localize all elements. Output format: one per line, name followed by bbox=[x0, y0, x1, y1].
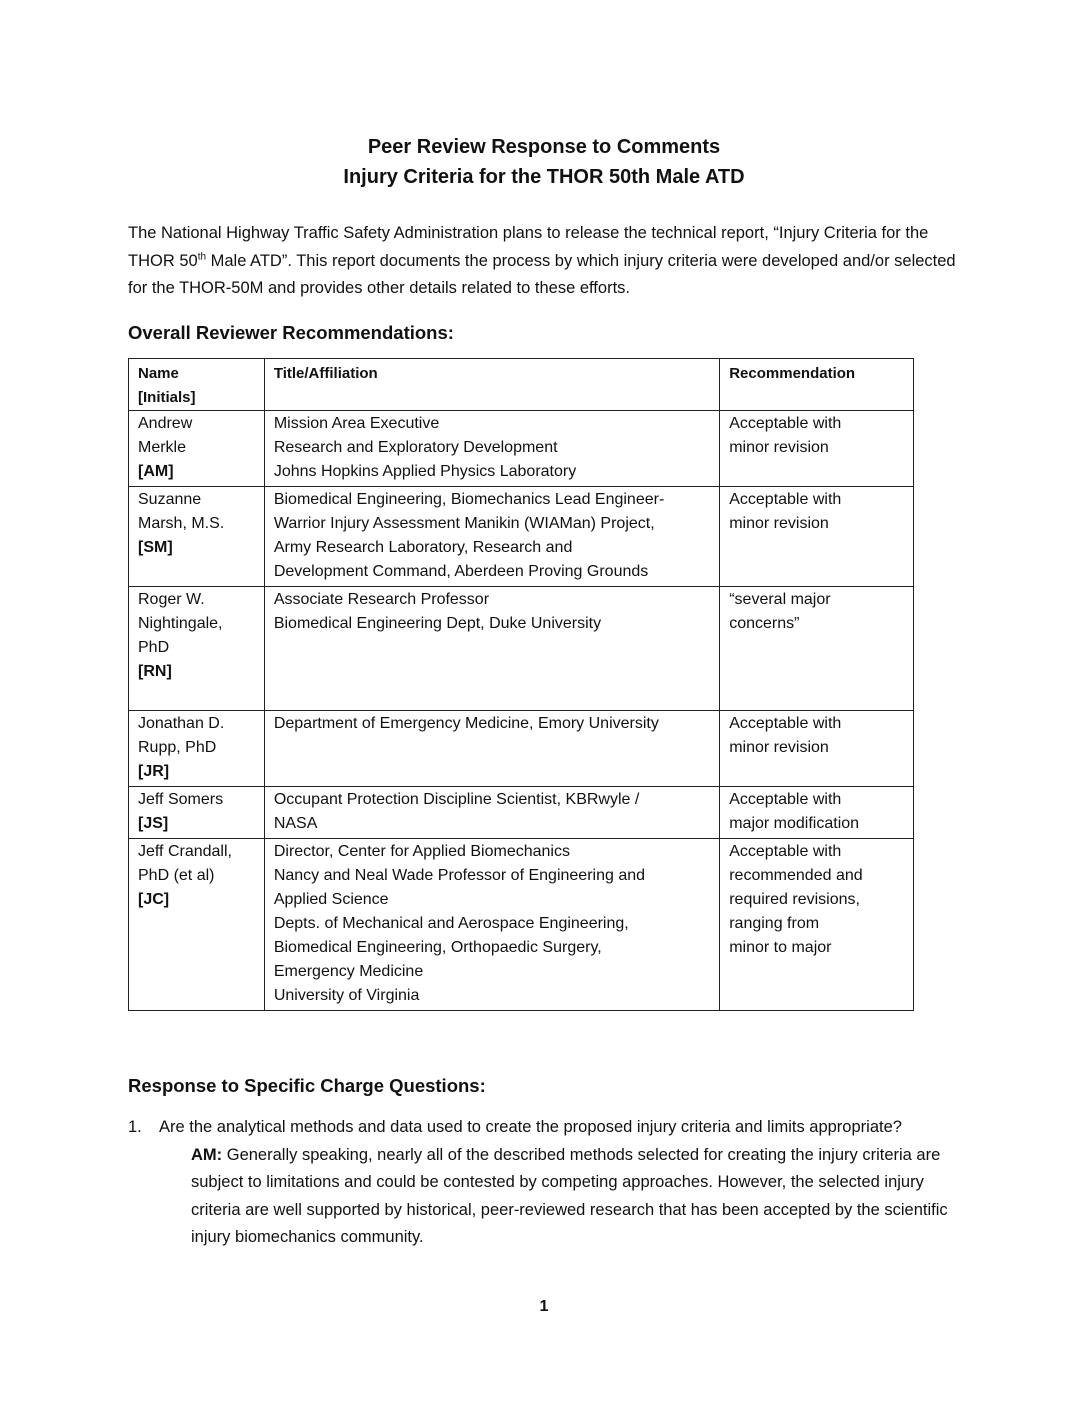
reviewer-initials: [SM] bbox=[138, 539, 173, 556]
header-initials-label: [Initials] bbox=[138, 389, 196, 406]
question-item bbox=[128, 1114, 948, 1252]
reviewer-affiliation-cell bbox=[264, 787, 719, 839]
cell-spacer bbox=[138, 684, 255, 708]
reviewer-initials: [JC] bbox=[138, 891, 170, 908]
reviewer-initials: [AM] bbox=[138, 463, 174, 480]
intro-superscript: th bbox=[197, 251, 207, 262]
charge-questions-heading: Response to Specific Charge Questions: bbox=[128, 1075, 486, 1096]
recommendation-line: Acceptable with bbox=[729, 415, 842, 432]
reviewer-name-line: PhD (et al) bbox=[138, 867, 215, 884]
table-row bbox=[129, 487, 914, 587]
recommendation-line: major modification bbox=[729, 815, 860, 832]
header-name-label: Name bbox=[138, 365, 179, 382]
reviewer-affiliation-cell bbox=[264, 587, 719, 711]
recommendation-line: minor revision bbox=[729, 439, 829, 456]
table-row bbox=[129, 839, 914, 1011]
reviewer-affiliation-cell bbox=[264, 839, 719, 1011]
document-title bbox=[0, 132, 1088, 192]
reviewer-name-cell bbox=[129, 411, 265, 487]
affiliation-line: Associate Research Professor bbox=[273, 591, 490, 608]
reviewer-name-line: Merkle bbox=[138, 439, 187, 456]
affiliation-line: NASA bbox=[273, 815, 318, 832]
reviewer-name-cell bbox=[129, 487, 265, 587]
reviewer-affiliation-cell bbox=[264, 711, 719, 787]
recommendation-line: Acceptable with bbox=[729, 843, 842, 860]
affiliation-line: Applied Science bbox=[273, 891, 389, 908]
question-number: 1. bbox=[128, 1118, 142, 1136]
affiliation-line: Biomedical Engineering Dept, Duke University bbox=[273, 615, 602, 632]
recommendation-line: ranging from bbox=[729, 915, 820, 932]
recommendation-line: concerns” bbox=[729, 615, 800, 632]
reviewer-name-line: Suzanne bbox=[138, 491, 202, 508]
reviewer-name-line: Rupp, PhD bbox=[138, 739, 217, 756]
intro-text-part2: Male ATD”. This report documents the process by which injury criteria were developed and/or selected for the THOR-50M and provides other details related to these efforts. bbox=[128, 251, 956, 297]
reviewer-name-cell bbox=[129, 587, 265, 711]
affiliation-line: Army Research Laboratory, Research and bbox=[273, 539, 573, 556]
recommendation-line: minor revision bbox=[729, 515, 829, 532]
recommendation-cell bbox=[720, 587, 914, 711]
affiliation-line: Mission Area Executive bbox=[273, 415, 440, 432]
reviewer-name-line: Jeff Somers bbox=[138, 791, 224, 808]
reviewer-affiliation-cell bbox=[264, 411, 719, 487]
header-title: Title/Affiliation bbox=[264, 359, 719, 411]
reviewer-name-line: Roger W. bbox=[138, 591, 205, 608]
affiliation-line: Biomedical Engineering, Biomechanics Lead Engineer- bbox=[273, 491, 665, 508]
recommendation-cell bbox=[720, 711, 914, 787]
reviewer-name-line: Jonathan D. bbox=[138, 715, 225, 732]
page-number: 1 bbox=[539, 1298, 549, 1315]
table-body bbox=[129, 411, 914, 1011]
recommendation-line: minor to major bbox=[729, 939, 832, 956]
recommendation-cell bbox=[720, 839, 914, 1011]
affiliation-line: University of Virginia bbox=[273, 987, 420, 1004]
affiliation-line: Development Command, Aberdeen Proving Grounds bbox=[273, 563, 649, 580]
recommendation-cell bbox=[720, 411, 914, 487]
affiliation-line: Department of Emergency Medicine, Emory University bbox=[273, 715, 659, 732]
table-row bbox=[129, 711, 914, 787]
recommendation-line: Acceptable with bbox=[729, 715, 842, 732]
recommendation-line: recommended and bbox=[729, 867, 863, 884]
reviewer-initials: [JR] bbox=[138, 763, 170, 780]
intro-text-part1: The National Highway Traffic Safety Administration plans to release the technical report, “Injury Criteria for the THOR 50 bbox=[128, 224, 929, 270]
recommendation-line: “several major bbox=[729, 591, 831, 608]
table-header-row bbox=[129, 359, 914, 411]
affiliation-line: Nancy and Neal Wade Professor of Engineering and bbox=[273, 867, 646, 884]
table-row bbox=[129, 587, 914, 711]
affiliation-line: Research and Exploratory Development bbox=[273, 439, 558, 456]
recommendation-line: required revisions, bbox=[729, 891, 860, 908]
affiliation-line: Emergency Medicine bbox=[273, 963, 424, 980]
recommendation-cell bbox=[720, 787, 914, 839]
affiliation-line: Warrior Injury Assessment Manikin (WIAMan) Project, bbox=[273, 515, 655, 532]
reviewer-name-line: Nightingale, bbox=[138, 615, 223, 632]
recommendation-line: minor revision bbox=[729, 739, 829, 756]
affiliation-line: Johns Hopkins Applied Physics Laboratory bbox=[273, 463, 577, 480]
reviewer-initials: [JS] bbox=[138, 815, 169, 832]
affiliation-line: Biomedical Engineering, Orthopaedic Surgery, bbox=[273, 939, 602, 956]
reviewer-name-line: Jeff Crandall, bbox=[138, 843, 232, 860]
table-row bbox=[129, 787, 914, 839]
recommendation-line: Acceptable with bbox=[729, 791, 842, 808]
reviewer-name-cell bbox=[129, 787, 265, 839]
answer-label: AM: bbox=[191, 1145, 223, 1164]
question-text: Are the analytical methods and data used to create the proposed injury criteria and limits appropriate? bbox=[159, 1118, 902, 1136]
header-name bbox=[129, 359, 265, 411]
title-line-2: Injury Criteria for the THOR 50th Male ATD bbox=[343, 166, 745, 188]
reviewer-initials: [RN] bbox=[138, 663, 172, 680]
reviewer-name-cell bbox=[129, 711, 265, 787]
reviewer-name-line: PhD bbox=[138, 639, 170, 656]
recommendation-cell bbox=[720, 487, 914, 587]
header-recommendation: Recommendation bbox=[720, 359, 914, 411]
reviewer-name-line: Andrew bbox=[138, 415, 193, 432]
affiliation-line: Director, Center for Applied Biomechanics bbox=[273, 843, 570, 860]
answer-paragraph bbox=[191, 1142, 948, 1252]
intro-paragraph bbox=[128, 220, 958, 303]
answer-text: Generally speaking, nearly all of the described methods selected for creating the injury criteria are subject to limitations and could be contested by competing approaches. However, the selected injury criteria are well supported by historical, peer-reviewed research that has been accepted by the scientific injury biomechanics community. bbox=[191, 1145, 948, 1246]
recommendation-line: Acceptable with bbox=[729, 491, 842, 508]
reviewer-name-cell bbox=[129, 839, 265, 1011]
title-line-1: Peer Review Response to Comments bbox=[367, 136, 721, 158]
reviewer-affiliation-cell bbox=[264, 487, 719, 587]
reviewer-table bbox=[128, 358, 914, 1011]
affiliation-line: Depts. of Mechanical and Aerospace Engineering, bbox=[273, 915, 629, 932]
table-row bbox=[129, 411, 914, 487]
reviewer-name-line: Marsh, M.S. bbox=[138, 515, 225, 532]
affiliation-line: Occupant Protection Discipline Scientist, KBRwyle / bbox=[273, 791, 640, 808]
overall-recommendations-heading: Overall Reviewer Recommendations: bbox=[128, 322, 454, 343]
